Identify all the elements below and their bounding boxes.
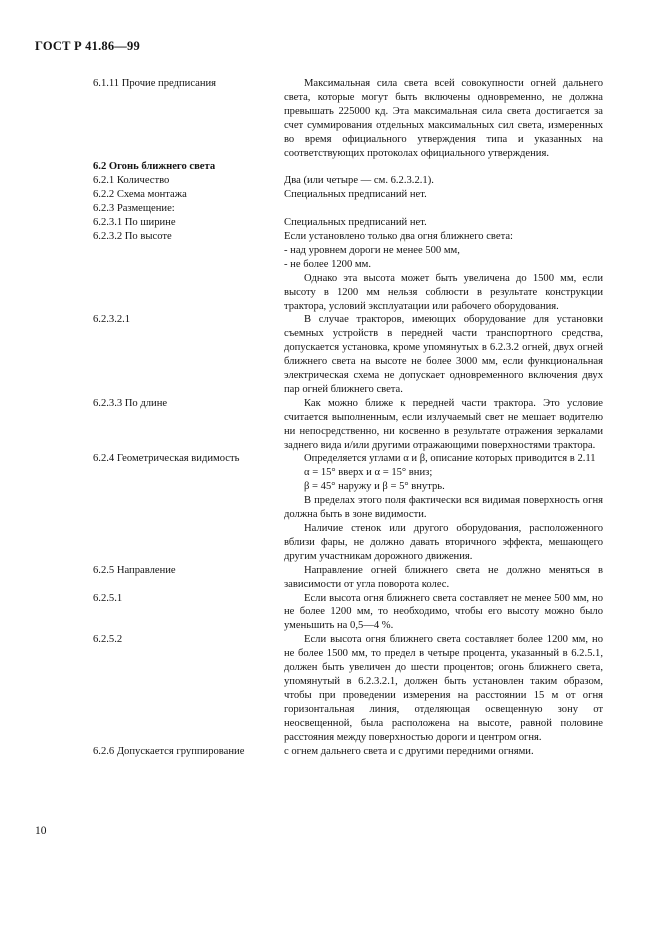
list-item: - не более 1200 мм. — [284, 258, 371, 270]
paragraph: Если установлено только два огня ближнего света: — [284, 230, 513, 242]
clause-6-1-11 — [93, 77, 603, 160]
clause-label: 6.2.5.1 — [93, 592, 123, 604]
clause-label: 6.2.6 Допускается группирование — [93, 745, 245, 757]
paragraph: Специальных предписаний нет. — [284, 217, 427, 229]
formula-line: β = 45° наружу и β = 5° внутрь. — [304, 481, 445, 493]
clause-text — [284, 188, 603, 202]
paragraph: Максимальная сила света всей совокупности огней дальнего света, которые могут быть включены одновременно, не должна превышать 225000 кд. Эта максимальная сила света достигается за счет суммирования отдельных максимальных сил света, измеренных во время официального утверждения типа и указанных на соответствующих протоколах официального утверждения. — [284, 78, 603, 159]
paragraph: Направление огней ближнего света не должно меняться в зависимости от угла поворота колес. — [284, 564, 603, 590]
paragraph: Если высота огня ближнего света составляет не менее 500 мм, но не более 1200 мм, то необходимо, чтобы его высоту можно было уменьшить на 0,5—4 %. — [284, 592, 603, 632]
paragraph: Однако эта высота может быть увеличена до 1500 мм, если высоту в 1200 мм нельзя соблюсти в результате конструкции трактора, условий эксплуатации или рабочего оборудования. — [284, 272, 603, 312]
paragraph: Специальных предписаний нет. — [284, 189, 427, 201]
clause-6-2-3-2 — [93, 230, 603, 313]
clause-text — [284, 202, 603, 216]
clause-label: 6.2.3.2 По высоте — [93, 230, 172, 242]
paragraph: Определяется углами α и β, описание которых приводится в 2.11 — [304, 453, 596, 465]
clause-6-2-3-3 — [93, 397, 603, 453]
clause-label: 6.2.5 Направление — [93, 564, 176, 576]
clause-text — [284, 633, 603, 744]
clause-6-2-4 — [93, 452, 603, 563]
clause-6-2-3-2-1 — [93, 313, 603, 396]
clause-label: 6.2.5.2 — [93, 634, 123, 646]
clause-label: 6.2.3.3 По длине — [93, 397, 168, 409]
clause-label: 6.1.11 Прочие предписания — [93, 78, 217, 89]
clause-text — [284, 564, 603, 592]
clause-text — [284, 216, 603, 230]
paragraph: В пределах этого поля фактически вся видимая поверхность огня должна быть в зоне видимости. — [284, 495, 603, 521]
page-number: 10 — [35, 825, 47, 837]
document-body — [93, 77, 603, 758]
clause-6-2-3-1 — [93, 216, 603, 230]
paragraph: Как можно ближе к передней части трактора. Это условие считается выполненным, если излучаемый свет не мешает водителю ни непосредственно, ни косвенно в результате отражения зеркалами заднего вида и/или другими отражающими поверхностями трактора. — [284, 397, 603, 451]
paragraph: с огнем дальнего света и с другими передними огнями. — [284, 745, 534, 757]
clause-text — [284, 230, 603, 313]
clause-6-2-5-1 — [93, 592, 603, 634]
clause-text — [284, 592, 603, 634]
list-item: - над уровнем дороги не менее 500 мм, — [284, 244, 460, 256]
section-heading-6-2 — [93, 160, 603, 174]
clause-text — [284, 174, 603, 188]
clause-6-2-3 — [93, 202, 603, 216]
formula-line: α = 15° вверх и α = 15° вниз; — [304, 467, 433, 479]
clause-6-2-2 — [93, 188, 603, 202]
clause-6-2-6 — [93, 745, 603, 759]
clause-text — [284, 397, 603, 453]
clause-text — [284, 745, 603, 759]
paragraph: Два (или четыре — см. 6.2.3.2.1). — [284, 175, 434, 187]
document-header: ГОСТ Р 41.86—99 — [35, 39, 140, 53]
clause-label: 6.2.3.2.1 — [93, 314, 131, 326]
paragraph: Если высота огня ближнего света составляет более 1200 мм, но не более 1500 мм, то предел в четыре процента, указанный в 6.2.5.1, должен быть увеличен до шести процентов; огонь ближнего света, упомянутый в 6.2.3.2.1, должен быть установлен таким образом, чтобы при проведении измерения на расстоянии 15 м от огня горизонтальная линия, отделяющая освещенную зону от неосвещенной, была расположена на высоте, равной половине расстояния между поверхностью дороги и центром огня. — [284, 634, 603, 743]
clause-label: 6.2.2 Схема монтажа — [93, 189, 187, 201]
clause-6-2-1 — [93, 174, 603, 188]
paragraph: Наличие стенок или другого оборудования, расположенного вблизи фары, не должно давать вторичного эффекта, мешающего другим участникам дорожного движения. — [284, 523, 603, 562]
clause-text — [284, 452, 603, 563]
clause-text — [284, 313, 603, 396]
clause-label: 6.2.4 Геометрическая видимость — [93, 453, 240, 465]
clause-label: 6.2.1 Количество — [93, 175, 170, 187]
clause-6-2-5 — [93, 564, 603, 592]
clause-text — [284, 77, 603, 160]
section-title: 6.2 Огонь ближнего света — [93, 161, 216, 173]
clause-label: 6.2.3.1 По ширине — [93, 217, 176, 229]
clause-label: 6.2.3 Размещение: — [93, 203, 175, 215]
clause-6-2-5-2 — [93, 633, 603, 744]
paragraph: В случае тракторов, имеющих оборудование для установки съемных устройств в передней части транспортного средства, допускается установка, кроме упомянутых в 6.2.3.2 огней, двух огней ближнего света на высоте не более 3000 мм, если функциональная электрическая схема не допускает одновременного включения двух пар огней ближнего света. — [284, 314, 603, 395]
